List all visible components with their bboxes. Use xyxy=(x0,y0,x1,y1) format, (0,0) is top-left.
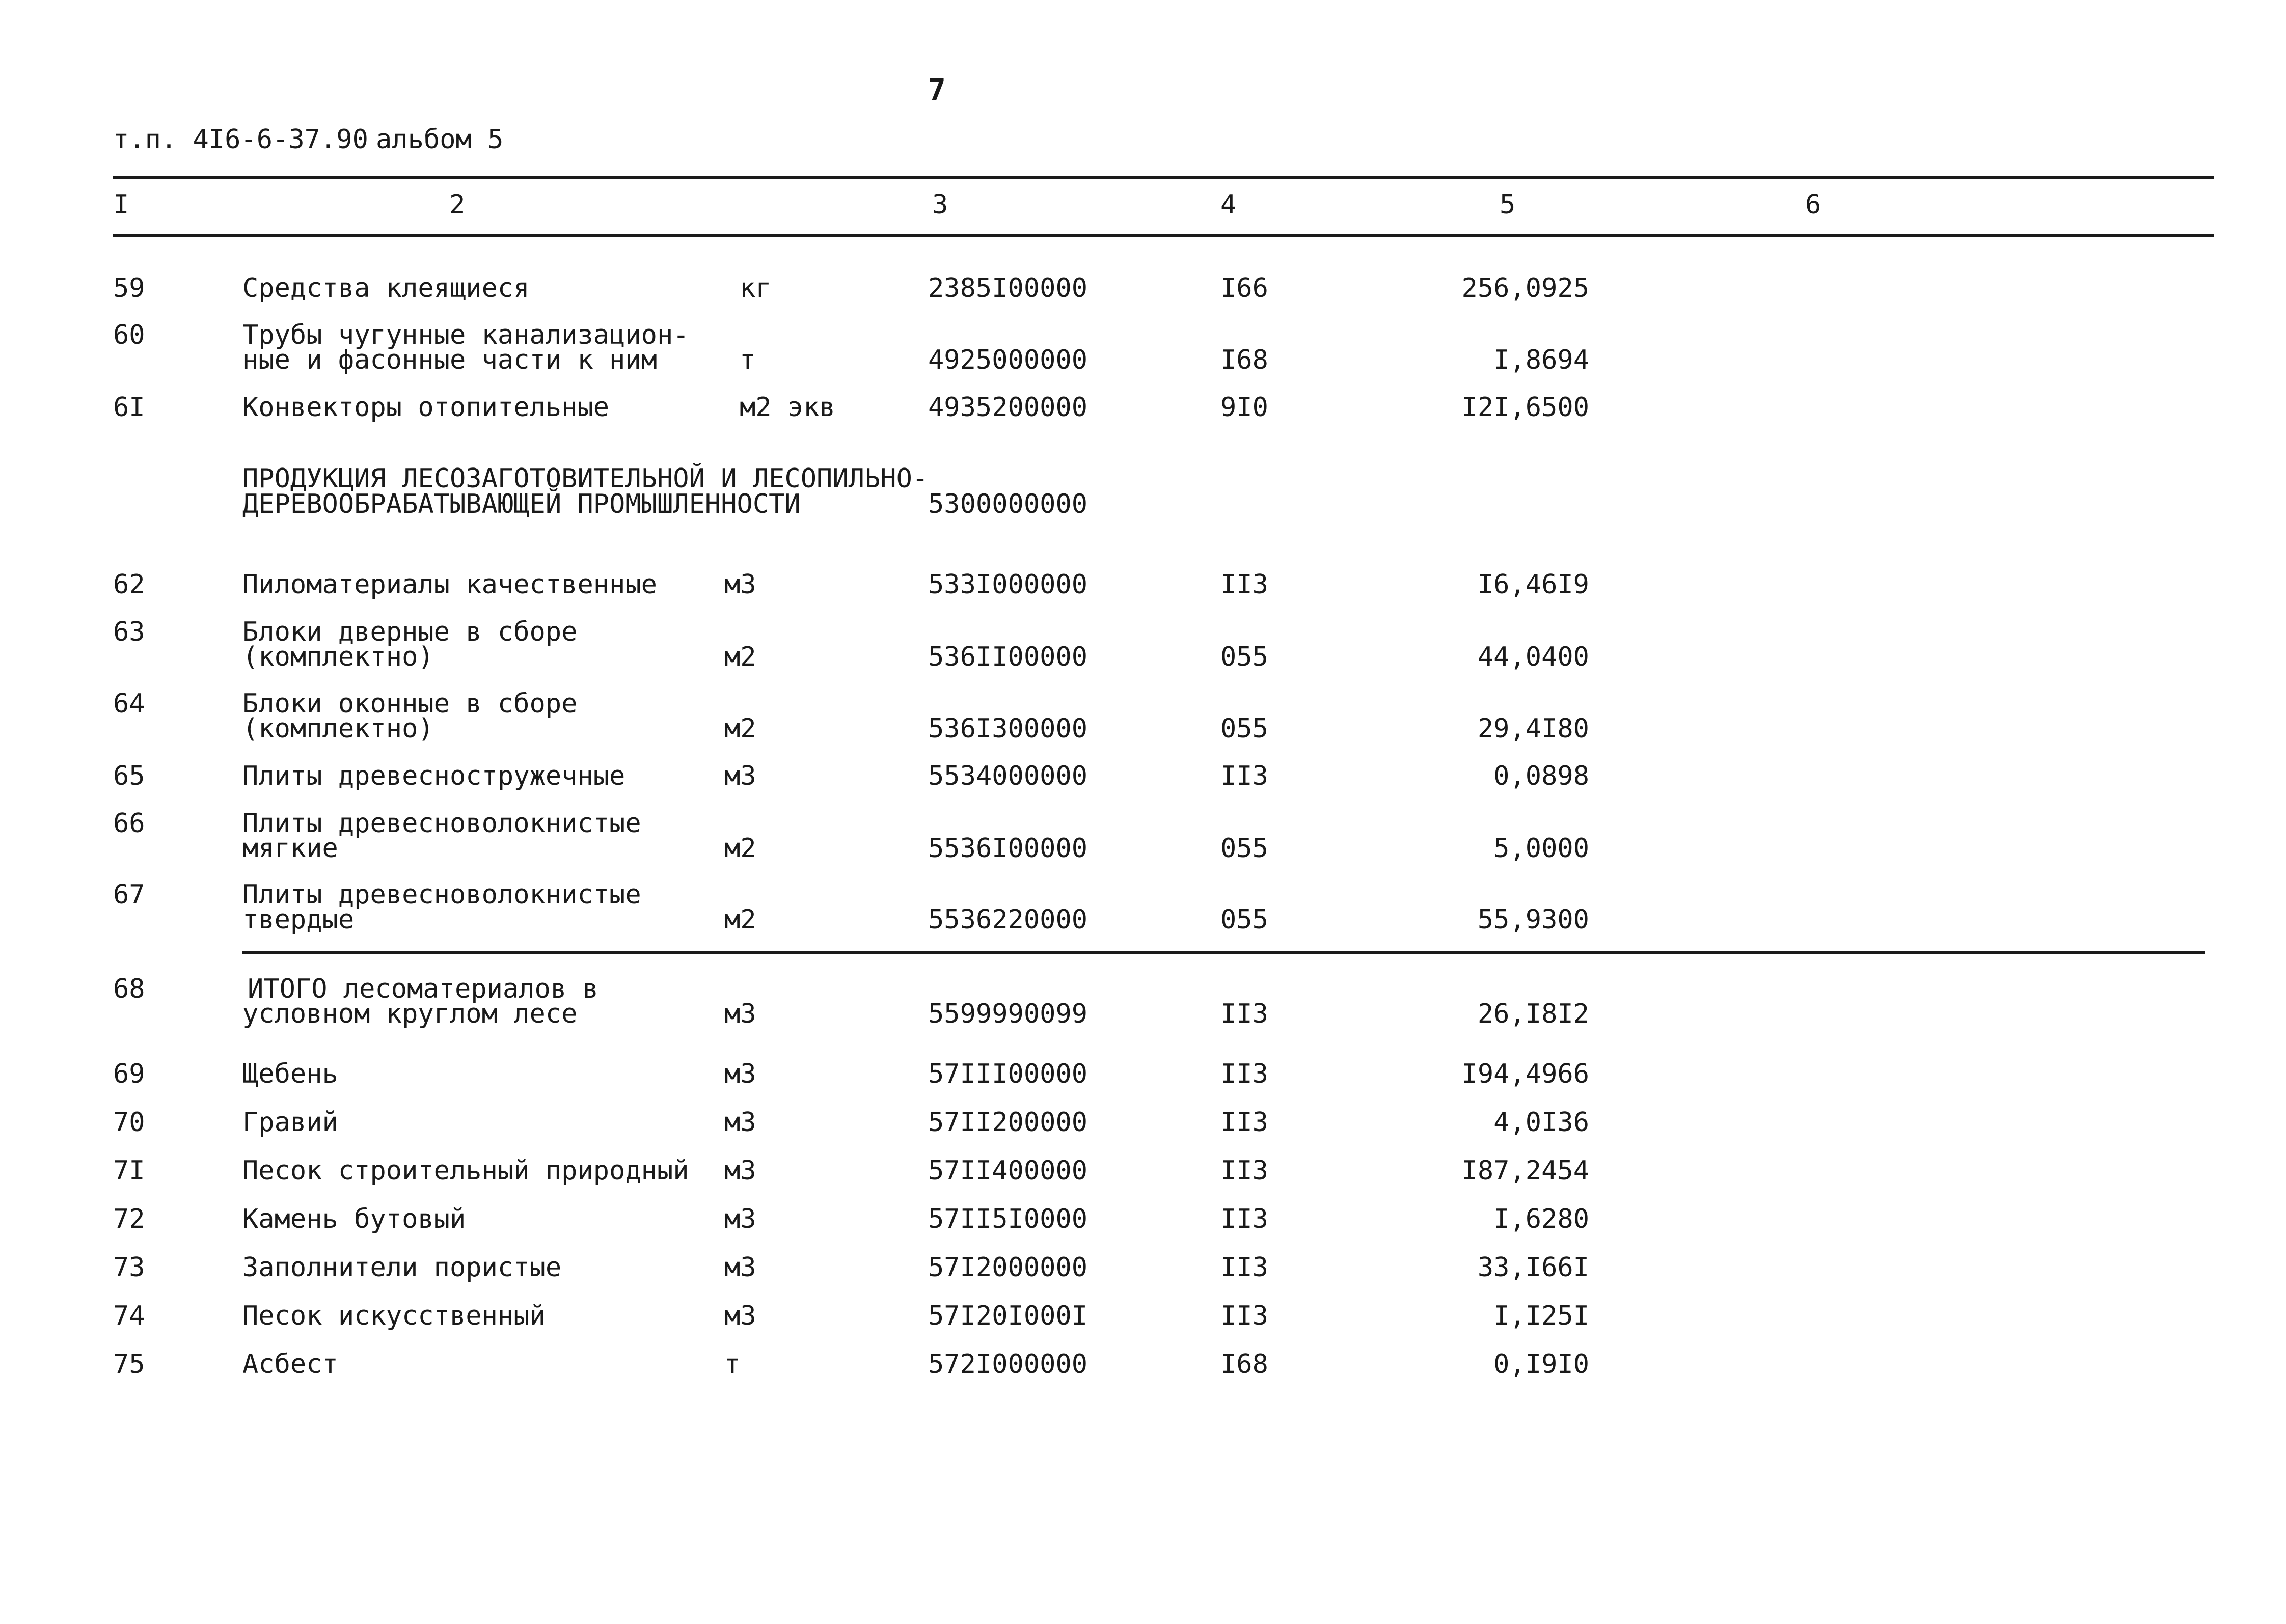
table-header-rule xyxy=(113,234,2214,237)
item-name: Щебень xyxy=(242,1059,338,1089)
item-name: ИТОГО лесоматериалов в xyxy=(248,974,598,1004)
row-number: 73 xyxy=(113,1252,145,1283)
unit: м3 xyxy=(724,1155,756,1186)
col4-code: 055 xyxy=(1220,904,1268,935)
unit: кг xyxy=(740,273,772,304)
amount: I,I25I xyxy=(1493,1301,1589,1331)
amount: I2I,6500 xyxy=(1461,392,1589,423)
product-code: 2385I00000 xyxy=(928,273,1088,304)
col4-code: 055 xyxy=(1220,713,1268,744)
product-code: 57II400000 xyxy=(928,1155,1088,1186)
row-number: 69 xyxy=(113,1059,145,1089)
amount: I6,46I9 xyxy=(1477,569,1589,600)
unit: м3 xyxy=(724,1107,756,1138)
row-number: 65 xyxy=(113,761,145,791)
item-name: Средства клеящиеся xyxy=(242,273,530,304)
column-header-2: 2 xyxy=(449,189,466,220)
unit: м3 xyxy=(724,1059,756,1089)
column-header-5: 5 xyxy=(1500,189,1516,220)
col4-code: II3 xyxy=(1220,569,1268,600)
column-header-6: 6 xyxy=(1805,189,1821,220)
product-code: 572I000000 xyxy=(928,1349,1088,1380)
page-number: 7 xyxy=(928,72,946,107)
item-name: Плиты древесноволокнистые xyxy=(242,808,641,839)
row-number: 63 xyxy=(113,617,145,647)
table-top-rule xyxy=(113,176,2214,179)
item-name: Песок строительный природный xyxy=(242,1155,689,1186)
unit: м2 xyxy=(724,833,756,864)
amount: 4,0I36 xyxy=(1493,1107,1589,1138)
col4-code: 055 xyxy=(1220,642,1268,672)
unit: м3 xyxy=(724,999,756,1029)
row-number: 66 xyxy=(113,808,145,839)
column-header-1: I xyxy=(113,189,129,220)
col4-code: I66 xyxy=(1220,273,1268,304)
amount: I87,2454 xyxy=(1461,1155,1589,1186)
item-name: Блоки оконные в сборе xyxy=(242,689,578,719)
product-code: 5534000000 xyxy=(928,761,1088,791)
unit: м2 экв xyxy=(740,392,835,423)
product-code: 57III00000 xyxy=(928,1059,1088,1089)
col4-code: II3 xyxy=(1220,1301,1268,1331)
item-name: Трубы чугунные канализацион- xyxy=(242,320,689,350)
row-number: 62 xyxy=(113,569,145,600)
item-name: Конвекторы отопительные xyxy=(242,392,610,423)
subtotal-rule xyxy=(242,951,2205,954)
item-name: Пиломатериалы качественные xyxy=(242,569,657,600)
amount: 33,I66I xyxy=(1477,1252,1589,1283)
album-label: альбом 5 xyxy=(376,124,504,155)
product-code: 57II5I0000 xyxy=(928,1204,1088,1234)
unit: м3 xyxy=(724,1252,756,1283)
row-number: 74 xyxy=(113,1301,145,1331)
row-number: 7I xyxy=(113,1155,145,1186)
col4-code: II3 xyxy=(1220,1107,1268,1138)
item-name-continued: условном круглом лесе xyxy=(242,999,578,1029)
column-header-3: 3 xyxy=(932,189,948,220)
col4-code: II3 xyxy=(1220,1204,1268,1234)
amount: I,6280 xyxy=(1493,1204,1589,1234)
amount: 55,9300 xyxy=(1477,904,1589,935)
item-name-continued: (комплектно) xyxy=(242,642,434,672)
item-name: Камень бутовый xyxy=(242,1204,466,1234)
column-header-4: 4 xyxy=(1220,189,1237,220)
row-number: 70 xyxy=(113,1107,145,1138)
product-code: 536II00000 xyxy=(928,642,1088,672)
col4-code: I68 xyxy=(1220,1349,1268,1380)
col4-code: II3 xyxy=(1220,1059,1268,1089)
item-name-continued: твердые xyxy=(242,904,355,935)
row-number: 64 xyxy=(113,689,145,719)
item-name-continued: ные и фасонные части к ним xyxy=(242,345,657,375)
item-name: Заполнители пористые xyxy=(242,1252,562,1283)
product-code: 57I2000000 xyxy=(928,1252,1088,1283)
item-name: Асбест xyxy=(242,1349,338,1380)
amount: 44,0400 xyxy=(1477,642,1589,672)
unit: м3 xyxy=(724,1204,756,1234)
amount: 0,I9I0 xyxy=(1493,1349,1589,1380)
product-code: 5599990099 xyxy=(928,999,1088,1029)
amount: 5,0000 xyxy=(1493,833,1589,864)
item-name: Плиты древесностружечные xyxy=(242,761,625,791)
row-number: 67 xyxy=(113,879,145,910)
section-code: 5300000000 xyxy=(928,489,1088,519)
amount: 26,I8I2 xyxy=(1477,999,1589,1029)
unit: м2 xyxy=(724,713,756,744)
row-number: 75 xyxy=(113,1349,145,1380)
unit: м2 xyxy=(724,904,756,935)
amount: 256,0925 xyxy=(1461,273,1589,304)
col4-code: 055 xyxy=(1220,833,1268,864)
amount: 29,4I80 xyxy=(1477,713,1589,744)
col4-code: II3 xyxy=(1220,761,1268,791)
item-name: Плиты древесноволокнистые xyxy=(242,879,641,910)
item-name-continued: (комплектно) xyxy=(242,713,434,744)
product-code: 533I000000 xyxy=(928,569,1088,600)
section-title: ПРОДУКЦИЯ ЛЕСОЗАГОТОВИТЕЛЬНОЙ И ЛЕСОПИЛЬНО- xyxy=(242,463,929,494)
row-number: 59 xyxy=(113,273,145,304)
section-title-continued: ДЕРЕВООБРАБАТЫВАЮЩЕЙ ПРОМЫШЛЕННОСТИ xyxy=(242,489,801,519)
unit: т xyxy=(724,1349,741,1380)
product-code: 536I300000 xyxy=(928,713,1088,744)
item-name-continued: мягкие xyxy=(242,833,338,864)
product-code: 57I20I000I xyxy=(928,1301,1088,1331)
product-code: 5536I00000 xyxy=(928,833,1088,864)
col4-code: I68 xyxy=(1220,345,1268,375)
row-number: 72 xyxy=(113,1204,145,1234)
row-number: 60 xyxy=(113,320,145,350)
item-name: Гравий xyxy=(242,1107,338,1138)
product-code: 4935200000 xyxy=(928,392,1088,423)
amount: I94,4966 xyxy=(1461,1059,1589,1089)
amount: I,8694 xyxy=(1493,345,1589,375)
row-number: 6I xyxy=(113,392,145,423)
row-number: 68 xyxy=(113,974,145,1004)
product-code: 57II200000 xyxy=(928,1107,1088,1138)
unit: м3 xyxy=(724,569,756,600)
col4-code: II3 xyxy=(1220,1155,1268,1186)
amount: 0,0898 xyxy=(1493,761,1589,791)
unit: м3 xyxy=(724,761,756,791)
col4-code: II3 xyxy=(1220,999,1268,1029)
col4-code: II3 xyxy=(1220,1252,1268,1283)
product-code: 4925000000 xyxy=(928,345,1088,375)
document-reference: т.п. 4I6-6-37.90 xyxy=(113,124,368,155)
unit: м2 xyxy=(724,642,756,672)
item-name: Песок искусственный xyxy=(242,1301,546,1331)
item-name: Блоки дверные в сборе xyxy=(242,617,578,647)
col4-code: 9I0 xyxy=(1220,392,1268,423)
unit: м3 xyxy=(724,1301,756,1331)
product-code: 5536220000 xyxy=(928,904,1088,935)
unit: т xyxy=(740,345,756,375)
